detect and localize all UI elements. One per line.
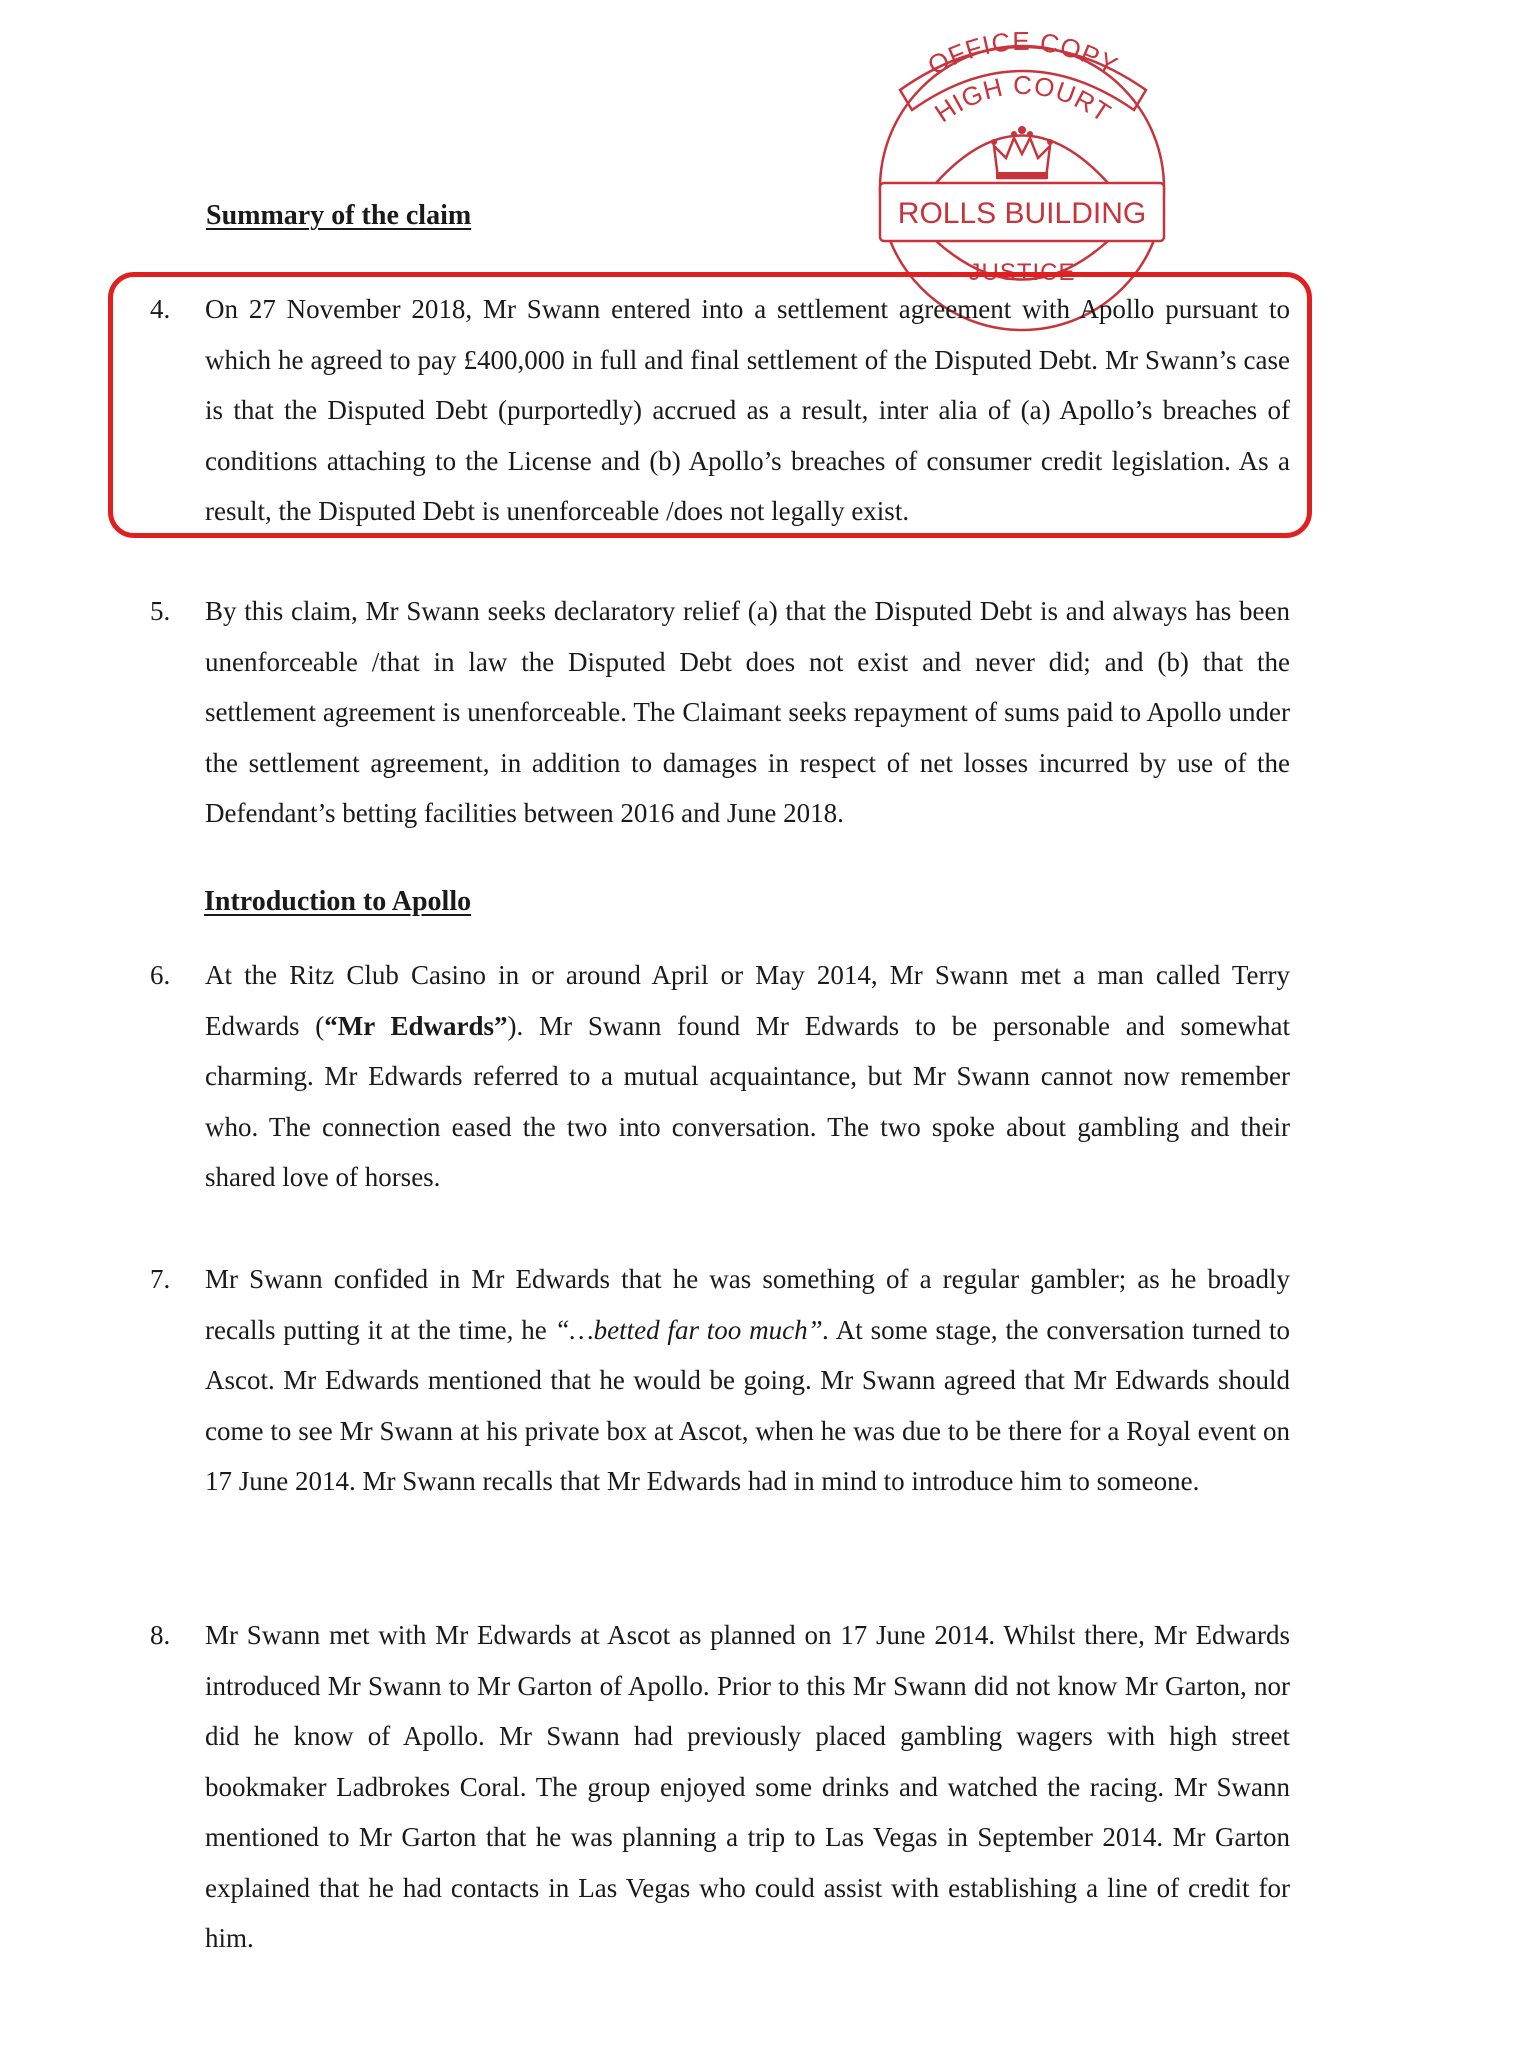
paragraph-text: By this claim, Mr Swann seeks declaratory relief (a) that the Disputed Debt is and always has been unenforceable /that in law the Disputed Debt does not exist and never did; and (b) that the settlement agreement is unenforceable. The Claimant seeks repayment of sums paid to Apollo under the settlement agreement, in addition to damages in respect of net losses incurred by use of the Defendant’s betting facilities between 2016 and June 2018. <box>205 596 1290 828</box>
paragraph-text: Mr Swann met with Mr Edwards at Ascot as planned on 17 June 2014. Whilst there, Mr Edwards introduced Mr Swann to Mr Garton of Apollo. Prior to this Mr Swann did not know Mr Garton, nor did he know of Apollo. Mr Swann had previously placed gambling wagers with high street bookmaker Ladbrokes Coral. The group enjoyed some drinks and watched the racing. Mr Swann mentioned to Mr Garton that he was planning a trip to Las Vegas in September 2014. Mr Garton explained that he had contacts in Las Vegas who could assist with establishing a line of credit for him. <box>205 1620 1290 1953</box>
paragraph-number: 6. <box>150 960 171 990</box>
paragraph-text: At the Ritz Club Casino in or around April or May 2014, Mr Swann met a man called Terry Edwards (“Mr Edwards”). Mr Swann found Mr Edwards to be personable and somewhat charming. Mr Edwards referred to a mutual acquaintance, but Mr Swann cannot now remember who. The connection eased the two into conversation. The two spoke about gambling and their shared love of horses. <box>205 960 1290 1192</box>
highlight-box <box>108 272 1312 538</box>
paragraph-number: 7. <box>150 1264 171 1294</box>
stamp-office-copy: OFFICE COPY <box>922 25 1124 81</box>
paragraph-text: On 27 November 2018, Mr Swann entered into a settlement agreement with Apollo pursuant to which he agreed to pay £400,000 in full and final settlement of the Disputed Debt. Mr Swann’s case is that the Disputed Debt (purportedly) accrued as a result, inter alia of (a) Apollo’s breaches of conditions attaching to the License and (b) Apollo’s breaches of consumer credit legislation. As a result, the Disputed Debt is unenforceable /does not legally exist. <box>205 294 1290 526</box>
defined-term: “Mr Edwards” <box>324 1010 508 1041</box>
quotation: “…betted far too much”. <box>554 1314 830 1345</box>
stamp-high-court: HIGH COURT <box>929 69 1117 129</box>
paragraph-text: Mr Swann confided in Mr Edwards that he was something of a regular gambler; as he broadly recalls putting it at the time, he “…betted far too much”. At some stage, the conversation turned to Ascot. Mr Edwards mentioned that he would be going. Mr Swann agreed that Mr Edwards should come to see Mr Swann at his private box at Ascot, when he was due to be there for a Royal event on 17 June 2014. Mr Swann recalls that Mr Edwards had in mind to introduce him to someone. <box>205 1264 1290 1496</box>
stamp-justice: JUSTICE <box>968 259 1076 286</box>
crown-icon <box>991 126 1053 179</box>
paragraph-number: 4. <box>150 294 171 324</box>
paragraph-number: 5. <box>150 596 171 626</box>
stamp-rolls-building: ROLLS BUILDING <box>897 197 1147 230</box>
introduction-heading: Introduction to Apollo <box>204 886 472 917</box>
paragraph-number: 8. <box>150 1620 171 1650</box>
svg-text:HIGH COURT <box>929 70 1117 128</box>
summary-heading: Summary of the claim <box>206 200 472 231</box>
